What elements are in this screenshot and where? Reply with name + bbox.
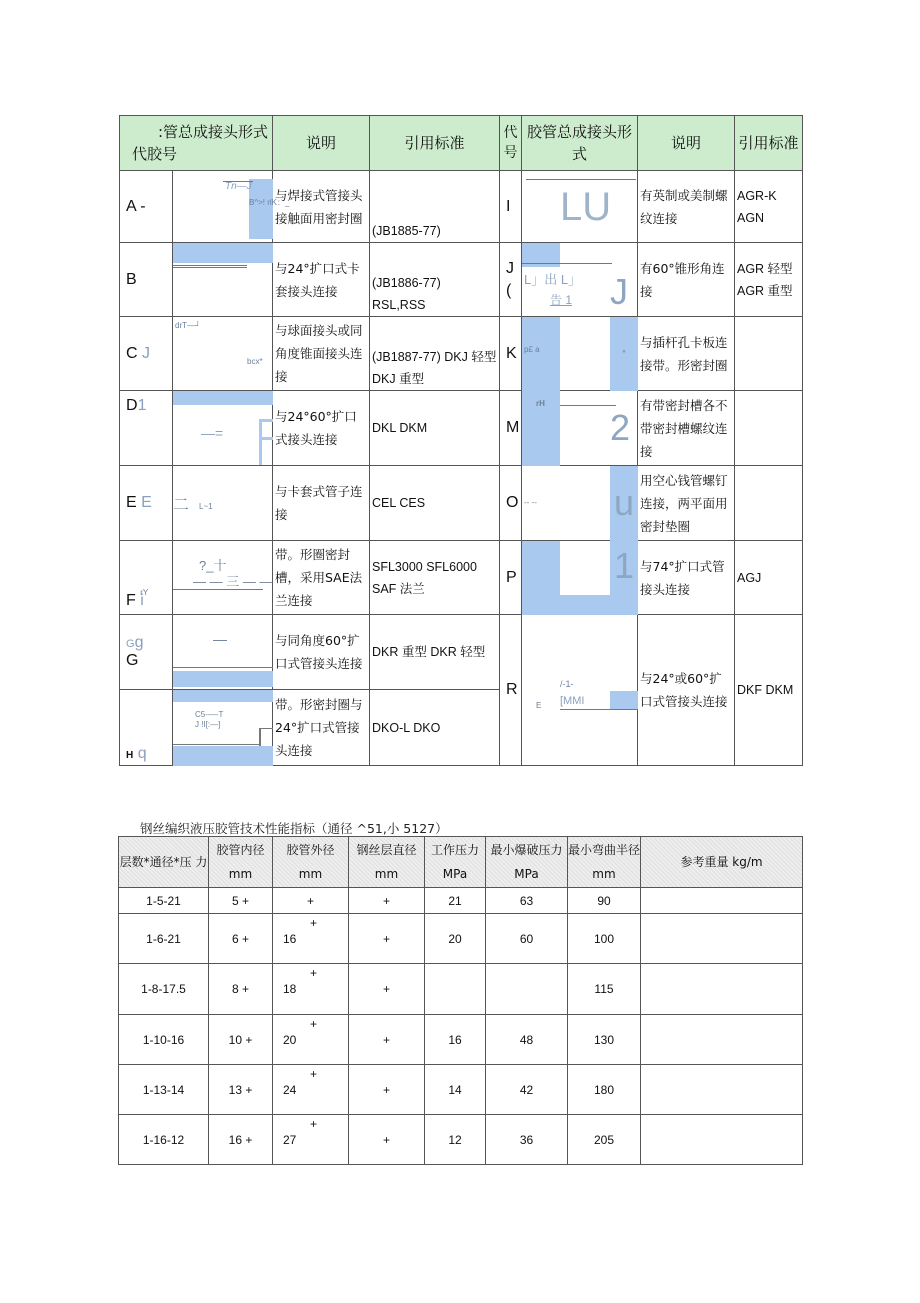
drawing-label: Tn—J xyxy=(225,181,252,192)
bend-cell: 130 xyxy=(568,1015,641,1065)
fitting-row xyxy=(120,317,803,391)
drawing2-label: u xyxy=(614,482,635,523)
table-row xyxy=(119,888,803,914)
desc2-cell: 与24°或60°扩口式管接头连接 xyxy=(638,615,735,766)
std2-cell xyxy=(735,466,803,541)
header-text: 工作压力 MPa xyxy=(430,843,479,881)
work-cell xyxy=(425,964,486,1015)
code-letter: E xyxy=(126,494,137,511)
std-cell: SFL3000 SFL6000 SAF 法兰 xyxy=(370,541,500,615)
desc-cell: 与球面接头或同角度锥面接头连接 xyxy=(273,317,370,391)
bend-cell: 100 xyxy=(568,914,641,964)
header-code-form xyxy=(120,116,273,171)
drawing-label: —= xyxy=(201,425,224,441)
desc2-cell: 有带密封槽各不带密封槽螺纹连接 xyxy=(638,391,735,466)
outer-cell xyxy=(273,964,349,1015)
drawing-note2: bcx* xyxy=(247,357,263,366)
outer-value: 27 xyxy=(283,1132,297,1147)
inner-cell: 8 + xyxy=(209,964,273,1015)
drawing2-note: /-1- xyxy=(560,679,574,689)
drawing-note: B^>! rlK：_` xyxy=(249,198,293,207)
fitting2-drawing xyxy=(522,391,638,466)
header-text: 层数*通径*压 力 xyxy=(119,855,208,869)
code-extra: J xyxy=(142,344,151,362)
work-cell: 21 xyxy=(425,888,486,914)
outer-value: 20 xyxy=(283,1032,297,1047)
drawing2-label: 1 xyxy=(614,545,635,586)
code-cell xyxy=(120,391,173,466)
drawing2-note: L」出 L」 xyxy=(524,272,582,287)
desc2-cell: 与插杆孔卡板连接带。形密封圈 xyxy=(638,317,735,391)
code-cell xyxy=(120,690,173,766)
code2-cell: K xyxy=(500,317,522,391)
header-spec xyxy=(119,837,209,888)
fitting-row xyxy=(120,466,803,541)
outer-value: 24 xyxy=(283,1082,297,1097)
std-cell: DKL DKM xyxy=(370,391,500,466)
spec-cell: 1-13-14 xyxy=(119,1065,209,1115)
outer-cell xyxy=(273,914,349,964)
outer-cell xyxy=(273,1015,349,1065)
drawing2-label: J xyxy=(610,271,628,312)
header-burst xyxy=(486,837,568,888)
drawing-note: drT—┘ xyxy=(175,321,201,330)
code-cell: B xyxy=(120,243,173,317)
code-letter: C xyxy=(126,344,138,362)
desc-cell: 与同角度60°扩口式管接头连接 xyxy=(273,615,370,690)
spec-cell: 1-10-16 xyxy=(119,1015,209,1065)
code-letter: H xyxy=(126,750,134,761)
fitting-row xyxy=(120,391,803,466)
code-cell xyxy=(120,317,173,391)
fittings-header-row xyxy=(120,116,803,171)
outer-plus: + xyxy=(310,1117,318,1131)
header-wire xyxy=(349,837,425,888)
drawing-label: ?_十 xyxy=(199,558,227,573)
desc-cell: 与卡套式管子连接 xyxy=(273,466,370,541)
code2-cell: O xyxy=(500,466,522,541)
drawing2-note: p£ a xyxy=(524,345,540,354)
outer-cell xyxy=(273,1115,349,1165)
fitting-row xyxy=(120,541,803,615)
burst-cell: 36 xyxy=(486,1115,568,1165)
fitting-row xyxy=(120,615,803,690)
inner-cell: 13 + xyxy=(209,1065,273,1115)
fitting-drawing: ?_十 — — 三 — — xyxy=(173,541,273,615)
burst-cell: 48 xyxy=(486,1015,568,1065)
outer-value: 18 xyxy=(283,982,297,996)
wire-cell: + xyxy=(349,888,425,914)
drawing-label: 二 xyxy=(173,497,190,514)
inner-cell: 10 + xyxy=(209,1015,273,1065)
outer-plus: + xyxy=(310,1017,318,1031)
bend-cell: 115 xyxy=(568,964,641,1015)
desc2-cell: 用空心钱管螺钉连接，两平面用密封垫圈 xyxy=(638,466,735,541)
performance-table xyxy=(118,836,803,1165)
fitting2-drawing: /-1- E [MMI xyxy=(522,615,638,766)
header-code: 代胶号 xyxy=(132,145,178,163)
std2-cell: DKF DKM xyxy=(735,615,803,766)
std-cell: DKO-L DKO xyxy=(370,690,500,766)
fitting2-drawing: -- -- u xyxy=(522,466,638,541)
fitting-drawing xyxy=(173,317,273,391)
desc2-cell: 与74°扩口式管接头连接 xyxy=(638,541,735,615)
header-text: 胶管外径 mm xyxy=(286,843,335,881)
wire-cell: + xyxy=(349,1015,425,1065)
desc-cell: 与24°60°扩口式接头连接 xyxy=(273,391,370,466)
drawing2-note2: [MMI xyxy=(560,695,585,707)
weight-cell xyxy=(641,1015,803,1065)
header-desc2: 说明 xyxy=(638,116,735,171)
fitting2-drawing xyxy=(522,171,638,243)
drawing-note: L~1 xyxy=(199,502,213,511)
header-text: 胶管内径 mm xyxy=(216,843,265,881)
spec-cell: 1-16-12 xyxy=(119,1115,209,1165)
header-std: 引用标准 xyxy=(370,116,500,171)
drawing2-label: LU xyxy=(560,185,612,229)
fitting-drawing xyxy=(173,171,293,243)
std2-cell xyxy=(735,317,803,391)
drawing-note: rY xyxy=(140,588,149,597)
outer-cell xyxy=(273,1065,349,1115)
header-text: 最小弯曲半径 mm xyxy=(568,843,641,881)
code-letter: G xyxy=(126,652,139,669)
inner-cell: 5 + xyxy=(209,888,273,914)
code2-cell: I xyxy=(500,171,522,243)
std2-cell: AGR 轻型 AGR 重型 xyxy=(735,243,803,317)
std-cell: CEL CES xyxy=(370,466,500,541)
desc2-cell: 有60°锥形角连接 xyxy=(638,243,735,317)
wire-cell: + xyxy=(349,1065,425,1115)
header-text: 最小爆破压力 MPa xyxy=(490,843,563,881)
code2-cell: M xyxy=(500,391,522,466)
header-bend xyxy=(568,837,641,888)
drawing2-note: rH xyxy=(536,399,545,408)
code-letter: F xyxy=(126,592,136,609)
std2-cell xyxy=(735,391,803,466)
outer-plus: + xyxy=(310,1067,318,1081)
drawing2-label: 2 xyxy=(610,407,631,448)
outer-plus: + xyxy=(310,916,318,930)
code-extra: q xyxy=(137,745,147,762)
weight-cell xyxy=(641,888,803,914)
header-desc: 说明 xyxy=(273,116,370,171)
header-std2: 引用标准 xyxy=(735,116,803,171)
weight-cell xyxy=(641,1115,803,1165)
burst-cell xyxy=(486,964,568,1015)
fitting2-drawing xyxy=(522,541,638,615)
std-cell: DKR 重型 DKR 轻型 xyxy=(370,615,500,690)
fitting-drawing xyxy=(173,243,273,317)
drawing-label2: 三 xyxy=(226,574,240,589)
table2-caption: 钢丝编织液压胶管技术性能指标（通径 ^51,小 5127） xyxy=(140,821,448,836)
desc-cell: 带。形圈密封槽，采用SAE法兰连接 xyxy=(273,541,370,615)
code-cell xyxy=(120,615,173,690)
inner-cell: 16 + xyxy=(209,1115,273,1165)
desc-cell: 与24°扩口式卡套接头连接 xyxy=(273,243,370,317)
code-cell: A - xyxy=(120,171,173,243)
code-extra: E xyxy=(141,494,152,511)
code-small: G xyxy=(126,638,135,650)
desc-cell: 带。形密封圈与24°扩口式管接头连接 xyxy=(273,690,370,766)
code2-cell: P xyxy=(500,541,522,615)
code-extra: 1 xyxy=(137,397,147,414)
code-letter: D xyxy=(126,397,138,414)
std2-cell: AGR-K AGN xyxy=(735,171,803,243)
outer-value: 16 xyxy=(283,931,297,946)
bend-cell: 90 xyxy=(568,888,641,914)
table-row xyxy=(119,1065,803,1115)
fitting-drawing xyxy=(173,615,273,690)
drawing-label: — xyxy=(213,631,227,647)
fitting-drawing xyxy=(173,391,273,466)
code-cell xyxy=(120,541,173,615)
bend-cell: 180 xyxy=(568,1065,641,1115)
fitting-drawing xyxy=(173,466,273,541)
fitting-row xyxy=(120,171,803,243)
header-form: :管总成接头形式 xyxy=(157,123,268,141)
work-cell: 20 xyxy=(425,914,486,964)
wire-cell: + xyxy=(349,964,425,1015)
burst-cell: 63 xyxy=(486,888,568,914)
work-cell: 14 xyxy=(425,1065,486,1115)
header-text: 钢丝层直径 mm xyxy=(356,843,417,881)
desc-cell: 与焊接式管接头接触面用密封圈 xyxy=(273,171,370,243)
fitting-drawing: C5-—-T J !I[:—] xyxy=(173,690,273,766)
header-weight xyxy=(641,837,803,888)
weight-cell xyxy=(641,964,803,1015)
inner-cell: 6 + xyxy=(209,914,273,964)
code2-cell: R xyxy=(500,615,522,766)
fitting-row xyxy=(120,243,803,317)
work-cell: 16 xyxy=(425,1015,486,1065)
table-row xyxy=(119,1015,803,1065)
bend-cell: 205 xyxy=(568,1115,641,1165)
outer-cell: + xyxy=(273,888,349,914)
spec-cell: 1-6-21 xyxy=(119,914,209,964)
table-row xyxy=(119,914,803,964)
drawing2-note2: 告 1 xyxy=(550,293,573,307)
outer-plus: + xyxy=(310,966,318,980)
spec-cell: 1-8-17.5 xyxy=(119,964,209,1015)
spec-cell: 1-5-21 xyxy=(119,888,209,914)
desc2-cell: 有英制或美制螺纹连接 xyxy=(638,171,735,243)
fittings-table xyxy=(119,115,803,766)
weight-cell xyxy=(641,914,803,964)
work-cell: 12 xyxy=(425,1115,486,1165)
code-cell xyxy=(120,466,173,541)
code-extra: i xyxy=(140,592,144,609)
burst-cell: 60 xyxy=(486,914,568,964)
table-row xyxy=(119,1115,803,1165)
std-cell: (JB1887-77) DKJ 轻型 DKJ 重型 xyxy=(370,317,500,391)
code-extra: g xyxy=(134,634,144,651)
fitting2-drawing xyxy=(522,243,638,317)
weight-cell xyxy=(641,1065,803,1115)
performance-header-row xyxy=(119,837,803,888)
fitting2-drawing xyxy=(522,317,638,391)
header-form2: 胶管总成接头形式 xyxy=(522,116,638,171)
burst-cell: 42 xyxy=(486,1065,568,1115)
drawing2-label: · xyxy=(620,337,628,364)
header-text: 参考重量 kg/m xyxy=(680,855,763,869)
wire-cell: + xyxy=(349,914,425,964)
std-cell: (JB1885-77) xyxy=(370,171,500,243)
header-code2: 代号 xyxy=(500,116,522,171)
header-inner xyxy=(209,837,273,888)
code2-cell: J ( xyxy=(500,243,522,317)
std-cell: (JB1886-77) RSL,RSS xyxy=(370,243,500,317)
std2-cell: AGJ xyxy=(735,541,803,615)
header-work xyxy=(425,837,486,888)
header-outer xyxy=(273,837,349,888)
table-row xyxy=(119,964,803,1015)
wire-cell: + xyxy=(349,1115,425,1165)
